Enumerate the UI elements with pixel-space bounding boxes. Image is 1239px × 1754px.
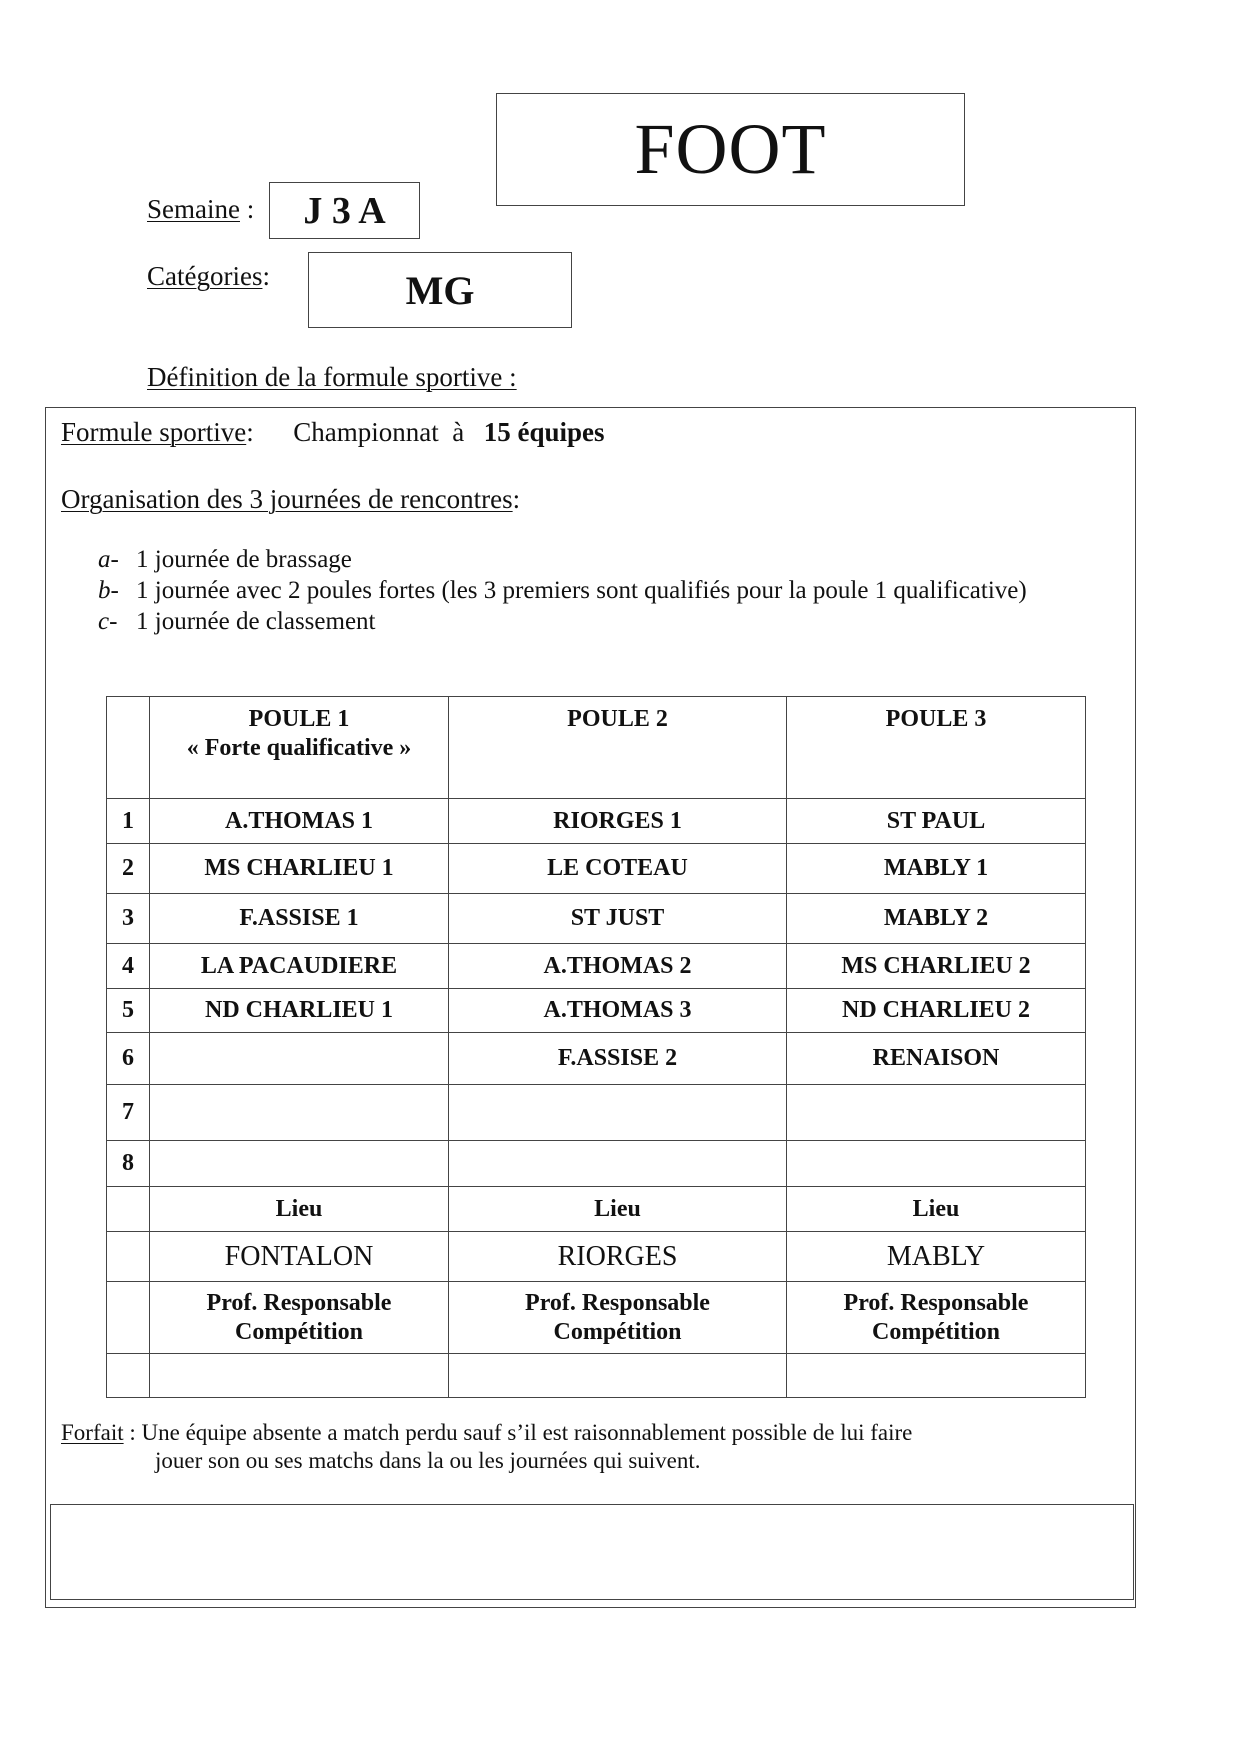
team-cell: A.THOMAS 3 [449, 989, 787, 1033]
formula-label: Formule sportive [61, 417, 247, 447]
row-number: 6 [107, 1033, 150, 1085]
lieu-label-row [107, 1187, 1086, 1232]
team-cell: ND CHARLIEU 1 [150, 989, 449, 1033]
formula-colon: : [246, 417, 254, 447]
empty-cell [107, 1232, 150, 1282]
responsable-line1: Prof. Responsable [525, 1289, 710, 1316]
week-label: Semaine [147, 194, 240, 224]
organisation-item-a [98, 546, 352, 574]
responsable-value [150, 1354, 449, 1398]
item-text: 1 journée avec 2 poules fortes (les 3 premiers sont qualifiés pour la poule 1 qualificative) [136, 577, 1027, 604]
item-letter: b- [98, 577, 119, 604]
responsable-label [449, 1282, 787, 1354]
formula-teams: 15 équipes [483, 417, 605, 447]
item-text: 1 journée de brassage [136, 546, 352, 573]
week-colon: : [239, 194, 255, 224]
table-row [107, 944, 1086, 989]
row-number: 1 [107, 799, 150, 844]
empty-cell [107, 1282, 150, 1354]
category-colon: : [262, 261, 270, 291]
team-cell: ND CHARLIEU 2 [787, 989, 1086, 1033]
responsable-value-row [107, 1354, 1086, 1398]
forfait-note [61, 1418, 912, 1448]
responsable-line2: Compétition [553, 1318, 682, 1345]
team-cell: MABLY 2 [787, 894, 1086, 944]
notes-box [50, 1504, 1134, 1600]
corner-cell [107, 697, 150, 799]
row-number: 7 [107, 1085, 150, 1141]
row-number: 4 [107, 944, 150, 989]
lieu-value: FONTALON [150, 1232, 449, 1282]
item-letter: c- [98, 608, 118, 635]
organisation-item-c [98, 608, 376, 636]
week-label-row [147, 194, 254, 225]
responsable-line1: Prof. Responsable [206, 1289, 392, 1316]
team-cell: A.THOMAS 1 [150, 799, 449, 844]
row-number: 2 [107, 844, 150, 894]
table-row [107, 894, 1086, 944]
team-cell [787, 1141, 1086, 1187]
responsable-line2: Compétition [872, 1318, 1000, 1345]
table-row [107, 989, 1086, 1033]
row-number: 5 [107, 989, 150, 1033]
team-cell: F.ASSISE 1 [150, 894, 449, 944]
responsable-label [787, 1282, 1086, 1354]
poule-header-title: POULE 2 [567, 706, 668, 732]
team-cell [449, 1085, 787, 1141]
team-cell [150, 1141, 449, 1187]
table-row [107, 1033, 1086, 1085]
forfait-text-line2: jouer son ou ses matchs dans la ou les journées qui suivent. [155, 1448, 701, 1473]
team-cell [150, 1033, 449, 1085]
team-cell: RIORGES 1 [449, 799, 787, 844]
table-row [107, 844, 1086, 894]
table-header-row [107, 697, 1086, 799]
team-cell: RENAISON [787, 1033, 1086, 1085]
lieu-value: RIORGES [449, 1232, 787, 1282]
team-cell [449, 1141, 787, 1187]
poule-header-title: POULE 1 [248, 706, 350, 732]
item-text: 1 journée de classement [136, 608, 376, 635]
team-cell: A.THOMAS 2 [449, 944, 787, 989]
responsable-value [449, 1354, 787, 1398]
organisation-item-b [98, 577, 1027, 605]
lieu-value: MABLY [787, 1232, 1086, 1282]
empty-cell [107, 1187, 150, 1232]
table-row [107, 1141, 1086, 1187]
team-cell: F.ASSISE 2 [449, 1033, 787, 1085]
category-label: Catégories [147, 261, 263, 291]
row-number: 8 [107, 1141, 150, 1187]
category-value: MG [405, 267, 475, 313]
poule-header [787, 697, 1086, 799]
lieu-label: Lieu [449, 1187, 787, 1232]
lieu-label: Lieu [787, 1187, 1086, 1232]
organisation-colon: : [512, 484, 521, 514]
page-title: FOOT [634, 109, 827, 189]
team-cell: MS CHARLIEU 2 [787, 944, 1086, 989]
team-cell: ST JUST [449, 894, 787, 944]
responsable-label [150, 1282, 449, 1354]
organisation-row [61, 484, 520, 515]
team-cell [787, 1085, 1086, 1141]
week-value: J 3 A [303, 189, 386, 232]
lieu-label: Lieu [150, 1187, 449, 1232]
item-letter: a- [98, 546, 119, 573]
team-cell [150, 1085, 449, 1141]
empty-cell [107, 1354, 150, 1398]
responsable-line1: Prof. Responsable [843, 1289, 1029, 1316]
forfait-text-line1: : Une équipe absente a match perdu sauf s’il est raisonnablement possible de lui faire [123, 1420, 913, 1445]
team-cell: LA PACAUDIERE [150, 944, 449, 989]
team-cell: MS CHARLIEU 1 [150, 844, 449, 894]
poule-header [150, 697, 449, 799]
week-box [269, 182, 420, 239]
responsable-label-row [107, 1282, 1086, 1354]
poule-header-subtitle: « Forte qualificative » [186, 735, 412, 761]
title-box [496, 93, 965, 206]
poule-header-title: POULE 3 [885, 706, 987, 732]
table-row [107, 799, 1086, 844]
poule-header [449, 697, 787, 799]
formula-row [61, 417, 605, 448]
lieu-value-row [107, 1232, 1086, 1282]
responsable-line2: Compétition [235, 1318, 363, 1345]
definition-label: Définition de la formule sportive : [147, 362, 517, 392]
forfait-label: Forfait [61, 1420, 124, 1445]
team-cell: ST PAUL [787, 799, 1086, 844]
category-box [308, 252, 572, 328]
category-label-row [147, 261, 270, 292]
responsable-value [787, 1354, 1086, 1398]
row-number: 3 [107, 894, 150, 944]
team-cell: LE COTEAU [449, 844, 787, 894]
poules-table [106, 696, 1086, 1398]
organisation-label: Organisation des 3 journées de rencontres [61, 484, 513, 514]
formula-text: Championnat à [293, 417, 465, 447]
table-row [107, 1085, 1086, 1141]
team-cell: MABLY 1 [787, 844, 1086, 894]
